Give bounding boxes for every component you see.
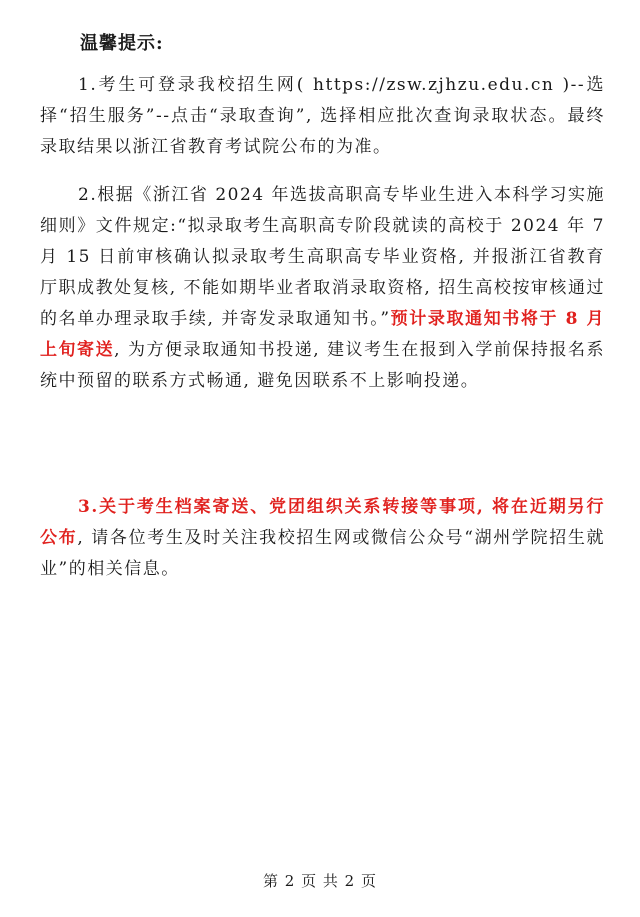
page-number-footer: 第 2 页 共 2 页	[263, 872, 377, 890]
notice-item-2-text-continued: , 为方便录取通知书投递, 建议考生在报到入学前保持报名系统中预留的联系方式畅通, 避免因联系不上影响投递。	[40, 340, 605, 391]
notice-item-2	[40, 180, 605, 397]
notice-heading: 温馨提示:	[80, 33, 164, 54]
notice-item-2-highlight: 预计录取通知书将于 8 月上旬寄送	[40, 309, 606, 360]
notice-item-1	[40, 70, 605, 163]
notice-item-1-text: 1.考生可登录我校招生网( https://zsw.zjhzu.edu.cn )--选择“招生服务”--点击“录取查询”, 选择相应批次查询录取状态。最终录取结果以浙江省教育考试院公布的为准。	[40, 75, 605, 157]
notice-item-2-text: 2.根据《浙江省 2024 年选拔高职高专毕业生进入本科学习实施细则》文件规定:“拟录取考生高职高专阶段就读的高校于 2024 年 7 月 15 日前审核确认拟录取考生高职高专毕业资格, 并报浙江省教育厅职成教处复核, 不能如期毕业者取消录取资格, 招生高校按审核通过的名单办理录取手续, 并寄发录取通知书。”	[40, 185, 605, 329]
notice-item-3	[40, 492, 605, 585]
notice-item-3-text: , 请各位考生及时关注我校招生网或微信公众号“湖州学院招生就业”的相关信息。	[40, 528, 606, 579]
notice-item-3-highlight: 3.关于考生档案寄送、党团组织关系转接等事项, 将在近期另行公布	[40, 497, 605, 548]
